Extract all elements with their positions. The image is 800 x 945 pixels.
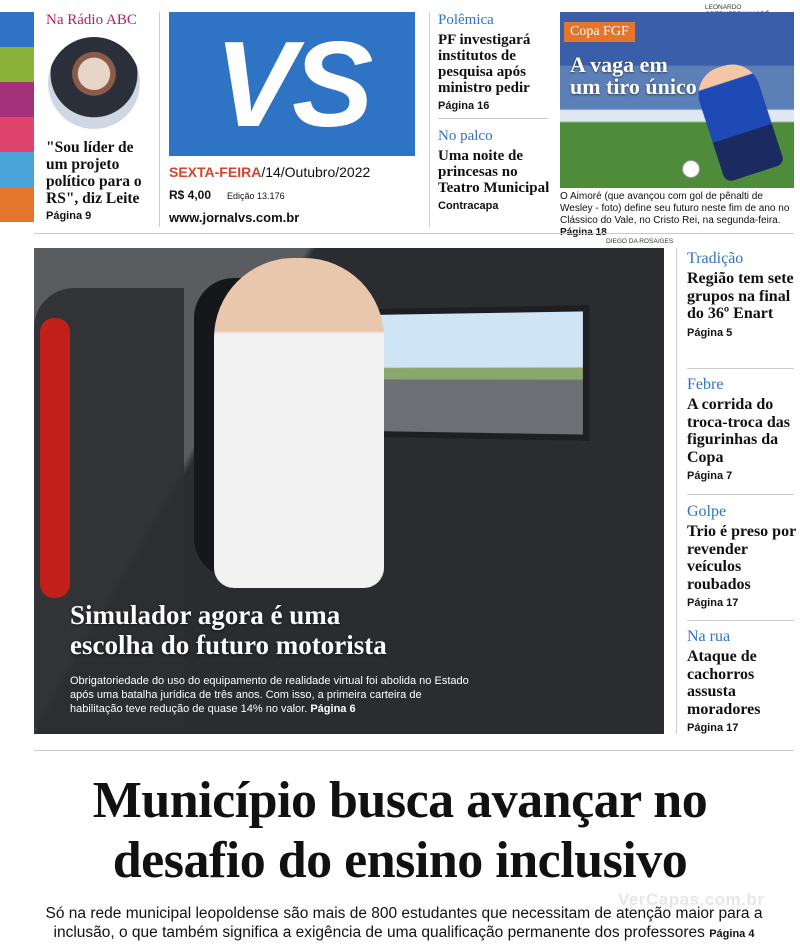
ball-icon — [682, 160, 700, 178]
radio-kicker: Na Rádio ABC — [46, 12, 137, 28]
radio-page: Página 9 — [46, 210, 92, 222]
teaser-kicker: No palco — [438, 128, 493, 144]
teaser-palco[interactable] — [438, 128, 550, 212]
date-line — [169, 164, 370, 180]
price-line — [169, 188, 285, 202]
right-kicker: Na rua — [687, 628, 731, 645]
main-title — [70, 600, 387, 660]
headline-line1: Município busca avançar no — [92, 772, 708, 829]
right-teaser-tradicao[interactable] — [687, 250, 797, 339]
right-teaser-febre[interactable] — [687, 376, 797, 482]
teaser-polemica[interactable] — [438, 12, 550, 112]
teaser-page: Contracapa — [438, 200, 499, 212]
headline-line2: desafio do ensino inclusivo — [112, 832, 688, 889]
strip-purple — [0, 82, 34, 117]
simulator-light — [40, 318, 70, 598]
strip-green — [0, 47, 34, 82]
right-kicker: Tradição — [687, 250, 744, 267]
right-teaser-na-rua[interactable] — [687, 628, 797, 734]
copa-headline: A vaga em um tiro único — [570, 52, 697, 99]
player-image — [691, 57, 785, 183]
main-title-line1: Simulador agora é uma — [70, 600, 341, 630]
right-kicker: Golpe — [687, 503, 727, 520]
main-headline[interactable] — [0, 771, 800, 891]
teaser-headline: PF investigará institutos de pesquisa após ministro pedir — [438, 32, 531, 96]
color-strip — [0, 12, 34, 222]
divider — [676, 248, 677, 734]
right-teaser-golpe[interactable] — [687, 503, 797, 609]
photo-credit: DIEGO DA ROSA/GES — [606, 238, 674, 245]
right-kicker: Febre — [687, 376, 724, 393]
price: R$ 4,00 — [169, 188, 212, 202]
teaser-page: Página 16 — [438, 100, 490, 112]
watermark: VerCapas.com.br — [618, 890, 765, 909]
strip-lightblue — [0, 152, 34, 187]
weekday: SEXTA-FEIRA — [169, 164, 262, 180]
radio-quote: "Sou líder de um projeto político para o RS", diz Leite — [46, 139, 142, 207]
divider — [687, 368, 794, 369]
right-page: Página 17 — [687, 597, 739, 609]
teaser-headline: Uma noite de princesas no Teatro Municipal — [438, 148, 550, 196]
right-page: Página 17 — [687, 722, 739, 734]
headline-subtext — [24, 904, 784, 944]
main-photo[interactable] — [34, 248, 664, 734]
logo[interactable] — [169, 12, 415, 156]
copa-tag: Copa FGF — [564, 22, 635, 42]
divider — [429, 12, 430, 227]
divider — [159, 12, 160, 227]
right-headline: Ataque de cachorros assusta moradores — [687, 648, 761, 718]
strip-pink — [0, 117, 34, 152]
divider — [34, 233, 794, 234]
right-headline: Trio é preso por revender veículos roubados — [687, 523, 796, 593]
radio-teaser[interactable] — [46, 12, 154, 222]
right-page: Página 7 — [687, 470, 733, 482]
right-headline: A corrida do troca-troca das figurinhas da Copa — [687, 396, 790, 466]
divider — [438, 118, 548, 119]
date: /14/Outubro/2022 — [261, 164, 371, 180]
subtext-page: Página 4 — [709, 928, 755, 940]
divider — [687, 494, 794, 495]
right-page: Página 5 — [687, 326, 733, 339]
main-text-page: Página 6 — [310, 703, 356, 715]
right-headline: Região tem sete grupos na final do 36º Enart — [687, 270, 794, 322]
logo-text: VS — [214, 16, 370, 152]
subtext-body: Só na rede municipal leopoldense são mais de 800 estudantes que necessitam de atenção maior para a inclusão, o que também significa a exigência de uma qualificação permanente dos professores — [45, 905, 763, 941]
photo-credit: LEONARDO — [705, 4, 742, 11]
edition: Edição 13.176 — [227, 191, 285, 201]
main-text — [70, 674, 470, 716]
copa-photo[interactable] — [560, 12, 794, 188]
avatar — [48, 37, 140, 129]
strip-blue — [0, 12, 34, 47]
copa-caption — [560, 191, 794, 239]
teaser-kicker: Polêmica — [438, 12, 494, 28]
divider — [34, 750, 794, 751]
main-title-line2: escolha do futuro motorista — [70, 630, 387, 660]
driver-figure — [214, 258, 384, 588]
copa-caption-text: O Aimoré (que avançou com gol de pênalti de Wesley - foto) define seu futuro neste fim de ano no Clássico do Vale, no Cristo Rei, na segunda-feira. — [560, 191, 790, 226]
strip-orange — [0, 187, 34, 222]
divider — [687, 620, 794, 621]
main-text-body: Obrigatoriedade do uso do equipamento de realidade virtual foi abolida no Estado após uma batalha jurídica de três anos. Com isso, a primeira carteira de habilitação teve redução de quase 14% no valor. — [70, 675, 469, 715]
site-url[interactable]: www.jornalvs.com.br — [169, 210, 300, 225]
